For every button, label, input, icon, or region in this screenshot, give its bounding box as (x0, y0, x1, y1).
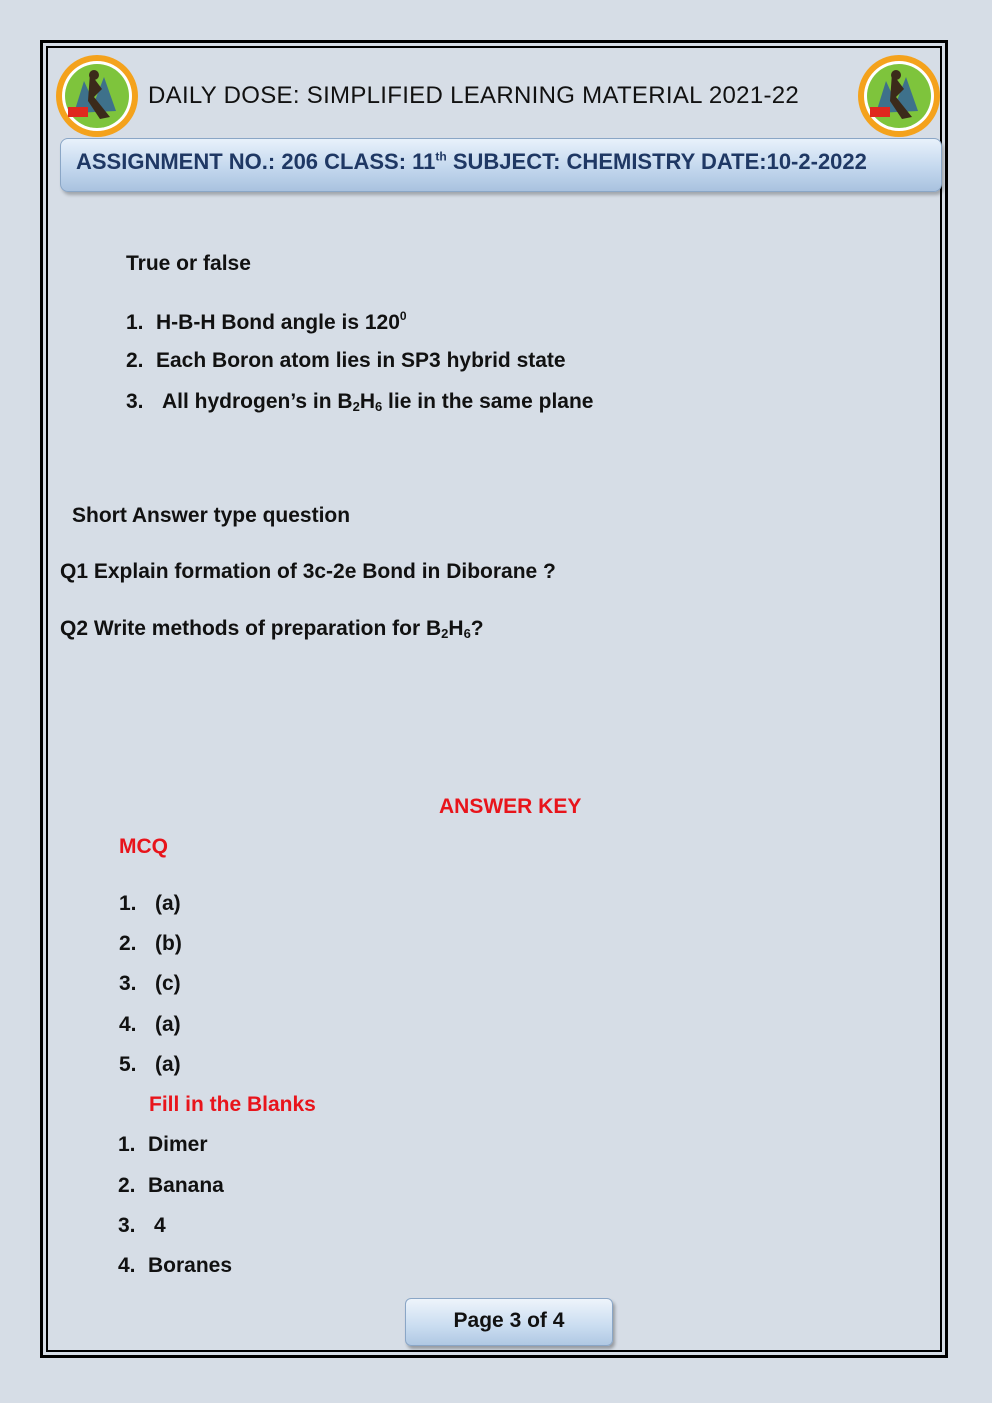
assignment-info: ASSIGNMENT NO.: 206 CLASS: 11th SUBJECT: CHEMISTRY DATE:10-2-2022 (76, 149, 867, 174)
mcq-answer: 3. (c) (119, 972, 181, 995)
true-false-item: 1. H-B-H Bond angle is $120^0$ (126, 309, 407, 334)
fill-blank-answer: 4. Boranes (118, 1254, 233, 1277)
school-logo-left (54, 53, 140, 139)
school-logo-right (856, 53, 942, 139)
fill-blank-answer: 1. Dimer (118, 1133, 208, 1156)
short-answer-heading: Short Answer type question (72, 504, 351, 527)
answer-key-title: ANSWER KEY (439, 795, 582, 818)
true-false-heading: True or false (126, 252, 251, 275)
true-false-item: 2. Each Boron atom lies in SP3 hybrid state (126, 349, 566, 372)
fill-blank-answer: 3. 4 (118, 1214, 166, 1237)
mcq-answer: 4. (a) (119, 1013, 181, 1036)
document-title: DAILY DOSE: SIMPLIFIED LEARNING MATERIAL 2021-22 (148, 82, 800, 109)
page-number: Page 3 of 4 (453, 1309, 565, 1332)
mcq-answer: 5. (a) (119, 1053, 181, 1076)
mcq-answer: 2. (b) (119, 932, 182, 955)
mcq-answer: 1. (a) (119, 892, 181, 915)
true-false-item: 3. All hydrogen’s in $B_2H_6$ lie in the same plane (126, 390, 594, 414)
fill-blanks-heading: Fill in the Blanks (149, 1093, 316, 1116)
mcq-heading: MCQ (119, 835, 168, 858)
question-1: Q1 Explain formation of 3c-2e Bond in Diborane ? (60, 560, 556, 583)
fill-blank-answer: 2. Banana (118, 1174, 224, 1197)
question-2: Q2 Write methods of preparation for $B_2H_6$? (60, 617, 484, 641)
